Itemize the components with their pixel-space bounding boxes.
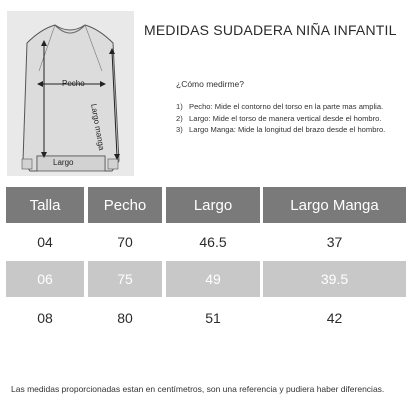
instruction-item: 3) Largo Manga: Mide la longitud del brazo desde el hombro. bbox=[176, 125, 386, 134]
header-largo-manga: Largo Manga bbox=[263, 187, 406, 223]
table-cell: 37 bbox=[326, 234, 343, 250]
instruction-item: 2) Largo: Mide el torso de manera vertical desde el hombro. bbox=[176, 113, 382, 123]
instruction-item: 1) Pecho: Mide el contorno del torso en la parte mas amplia. bbox=[176, 102, 384, 111]
table-cell: 42 bbox=[326, 310, 343, 326]
table-cell: 49 bbox=[166, 261, 260, 297]
table-cell: 08 bbox=[37, 310, 53, 326]
length-label: Largo bbox=[53, 158, 74, 167]
table-cell: 46.5 bbox=[199, 234, 227, 250]
sleeve-label: Largo manga bbox=[89, 103, 107, 152]
sweater-illustration bbox=[7, 11, 134, 176]
table-cell: 75 bbox=[88, 261, 162, 297]
sweater-diagram bbox=[7, 11, 134, 176]
table-cell: 04 bbox=[37, 234, 53, 250]
page-title: MEDIDAS SUDADERA NIÑA INFANTIL bbox=[144, 22, 397, 38]
table-cell: 51 bbox=[205, 310, 221, 326]
table-cell: 06 bbox=[6, 261, 84, 297]
header-pecho: Pecho bbox=[88, 187, 162, 223]
header-talla: Talla bbox=[6, 187, 84, 223]
footnote: Las medidas proporcionadas estan en centímetros, son una referencia y pudiera haber diferencias. bbox=[11, 384, 385, 394]
table-cell: 39.5 bbox=[263, 261, 406, 297]
howto-heading: ¿Cómo medirme? bbox=[176, 79, 245, 89]
header-largo: Largo bbox=[166, 187, 260, 223]
table-cell: 70 bbox=[117, 234, 133, 250]
table-cell: 80 bbox=[117, 310, 133, 326]
instructions-list bbox=[176, 101, 385, 136]
chest-label: Pecho bbox=[62, 79, 85, 88]
